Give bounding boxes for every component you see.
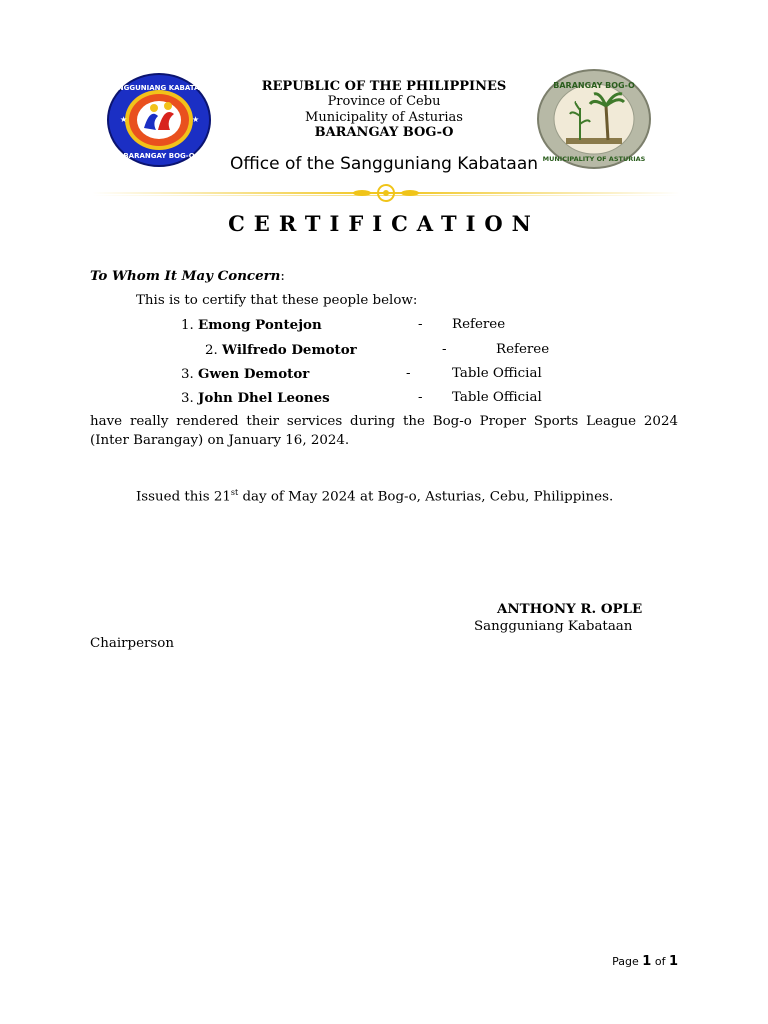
barangay-line: BARANGAY BOG-O: [314, 125, 454, 140]
list-dash: -: [406, 366, 411, 381]
list-dash: -: [418, 317, 423, 332]
list-item: [181, 366, 309, 382]
list-dash: -: [418, 390, 423, 405]
issued-line: [136, 488, 613, 504]
province-line: Province of Cebu: [327, 94, 441, 109]
salutation-colon: :: [280, 269, 285, 284]
person-name: Emong Pontejon: [198, 317, 322, 333]
of-word: of: [654, 955, 666, 968]
signatory-position: Chairperson: [90, 636, 174, 651]
list-number: 1.: [181, 318, 194, 333]
page-number: 1: [642, 954, 652, 969]
page-word: Page: [612, 955, 639, 968]
person-role: Referee: [496, 342, 550, 357]
svg-text:★: ★: [120, 115, 128, 124]
person-name: Wilfredo Demotor: [222, 342, 357, 358]
left-logo-bottom-text: BARANGAY BOG-O: [123, 152, 195, 160]
person-role: Table Official: [452, 366, 542, 381]
list-item: [181, 390, 330, 406]
page-footer: [612, 954, 678, 969]
list-number: 3.: [181, 367, 194, 382]
person-role: Table Official: [452, 390, 542, 405]
office-title: Office of the Sangguniang Kabataan: [229, 154, 539, 174]
list-number: 3.: [181, 391, 194, 406]
gold-divider: [92, 182, 680, 206]
issued-ordinal: st: [230, 488, 239, 497]
list-number: 2.: [205, 343, 218, 358]
right-logo-bottom-text: MUNICIPALITY OF ASTURIAS: [542, 155, 646, 163]
person-name: John Dhel Leones: [198, 390, 330, 406]
left-logo-top-text: SANGGUNIANG KABATAAN: [107, 84, 211, 92]
list-dash: -: [442, 342, 447, 357]
issued-suffix: day of May 2024 at Bog-o, Asturias, Cebu, Philippines.: [238, 489, 614, 505]
salutation-text: To Whom It May Concern: [90, 268, 281, 284]
salutation: [90, 268, 285, 284]
person-name: Gwen Demotor: [198, 366, 310, 382]
municipality-line: Municipality of Asturias: [305, 110, 463, 125]
list-item: [205, 342, 357, 358]
intro-text: This is to certify that these people below:: [136, 293, 418, 308]
service-paragraph: have really rendered their services during the Bog-o Proper Sports League 2024 (Inter Barangay) on January 16, 2024.: [90, 414, 678, 448]
person-role: Referee: [452, 317, 506, 332]
list-item: [181, 317, 322, 333]
republic-heading: REPUBLIC OF THE PHILIPPINES: [261, 79, 507, 94]
right-logo-top-text: BARANGAY BOG-O: [553, 81, 635, 90]
page-total: 1: [668, 954, 678, 969]
certification-title: CERTIFICATION: [228, 211, 540, 236]
svg-text:★: ★: [192, 115, 200, 124]
signatory-org: Sangguniang Kabataan: [474, 619, 633, 634]
signatory-name: ANTHONY R. OPLE: [497, 601, 643, 617]
issued-prefix: Issued this 21: [136, 489, 231, 505]
